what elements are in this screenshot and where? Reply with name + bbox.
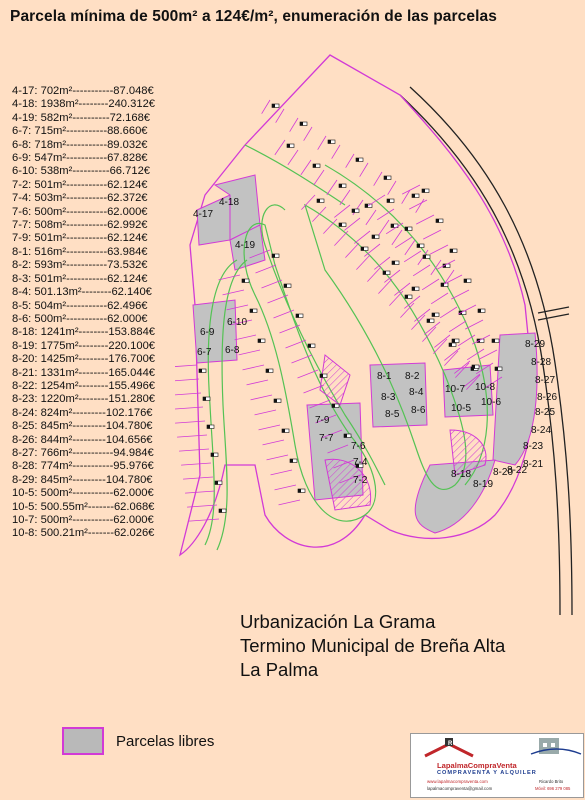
house-marker-icon — [412, 287, 415, 291]
map-parcel-label: 8-20 — [493, 467, 514, 478]
house-marker-icon — [258, 339, 261, 343]
house-marker-icon — [452, 339, 455, 343]
house-marker-icon — [211, 453, 214, 457]
map-parcel-label: 10-8 — [475, 382, 496, 393]
map-parcel-label: 8-23 — [523, 441, 544, 452]
parcel-list-item: 8-27: 766m²-----------94.984€ — [12, 446, 154, 459]
house-marker-icon — [427, 319, 430, 323]
map-parcel-label: 8-3 — [381, 392, 396, 403]
parcel-list-item: 8-22: 1254m²--------155.496€ — [12, 379, 156, 392]
map-parcel-label: 8-28 — [531, 357, 552, 368]
house-marker-icon — [339, 184, 342, 188]
map-parcel-label: 8-25 — [535, 407, 556, 418]
house-marker-icon — [391, 224, 394, 228]
location-island: La Palma — [240, 659, 319, 680]
highway-marker — [538, 314, 569, 320]
parcel-list-item: 7-2: 501m²-----------62.124€ — [12, 178, 148, 191]
logo-tagline: COMPRAVENTA Y ALQUILER — [437, 770, 537, 776]
parcel-list-item: 4-19: 582m²----------72.168€ — [12, 111, 151, 124]
house-marker-icon — [300, 122, 303, 126]
house-marker-icon — [352, 209, 355, 213]
house-marker-icon — [199, 369, 202, 373]
parcel-list-item: 7-4: 503m²-----------62.372€ — [12, 192, 148, 205]
location-urbanization: Urbanización La Grama — [240, 611, 436, 632]
house-marker-icon — [492, 339, 495, 343]
agency-logo-card — [410, 733, 584, 798]
house-marker-icon — [272, 104, 275, 108]
house-marker-icon — [392, 261, 395, 265]
parcel-divider — [262, 100, 270, 114]
house-marker-icon — [282, 429, 285, 433]
parcel-list-item: 10-8: 500.21m²-------62.026€ — [12, 527, 155, 540]
legend-label: Parcelas libres — [116, 732, 215, 750]
parcel-list-item: 8-18: 1241m²--------153.884€ — [12, 326, 156, 339]
legend — [62, 727, 214, 755]
house-marker-icon — [317, 199, 320, 203]
parcel-price-list — [12, 85, 155, 541]
house-marker-icon — [450, 249, 453, 253]
house-marker-icon — [308, 344, 311, 348]
house-marker-icon — [298, 489, 301, 493]
house-marker-icon — [274, 399, 277, 403]
map-parcel-label: 8-18 — [451, 469, 472, 480]
parcel-list-item: 8-25: 845m²---------104.780€ — [12, 420, 153, 433]
house-marker-icon — [290, 459, 293, 463]
house-marker-icon — [384, 176, 387, 180]
location-municipality: Termino Municipal de Breña Alta — [240, 635, 506, 656]
house-marker-icon — [422, 189, 425, 193]
parcel-divider — [175, 379, 199, 381]
legend-swatch-free-parcel — [62, 727, 104, 755]
house-marker-icon — [296, 314, 299, 318]
svg-text:R: R — [448, 741, 453, 747]
map-parcel-label: 7-4 — [353, 457, 368, 468]
parcel-list-item: 10-7: 500m²-----------62.000€ — [12, 514, 154, 526]
parcel-list-item: 4-18: 1938m²--------240.312€ — [12, 98, 156, 111]
map-parcel-label: 8-6 — [411, 405, 426, 416]
house-marker-icon — [405, 295, 408, 299]
parcel-list-item: 8-23: 1220m²--------151.280€ — [12, 393, 156, 406]
house-marker-icon — [203, 397, 206, 401]
logo-email[interactable]: lapalmacompraventa@gmail.com — [427, 786, 493, 791]
house-marker-icon — [339, 223, 342, 227]
house-marker-icon — [356, 158, 359, 162]
house-marker-icon — [464, 279, 467, 283]
house-marker-icon — [250, 309, 253, 313]
house-marker-icon — [284, 284, 287, 288]
house-marker-icon — [287, 144, 290, 148]
map-parcel-label: 7-9 — [315, 415, 330, 426]
parcel-list-item: 8-28: 774m²-----------95.976€ — [12, 460, 154, 473]
house-marker-icon — [365, 204, 368, 208]
location-block — [240, 610, 505, 682]
logo-contact-name: Ricardo Brito — [539, 779, 564, 784]
house-marker-icon — [432, 313, 435, 317]
parcel-list-item: 8-3: 501m²-----------62.124€ — [12, 272, 148, 285]
map-parcel-label: 7-2 — [353, 475, 368, 486]
highway-marker — [538, 307, 569, 313]
parcel-list-item: 8-19: 1775m²--------220.100€ — [12, 339, 156, 352]
house-marker-icon — [328, 140, 331, 144]
house-marker-icon — [372, 235, 375, 239]
map-parcel-label: 10-7 — [445, 384, 466, 395]
house-marker-icon — [313, 164, 316, 168]
house-marker-icon — [215, 481, 218, 485]
parcel-list-item: 10-5: 500m²-----------62.000€ — [12, 487, 154, 500]
map-parcel-label: 8-27 — [535, 375, 556, 386]
house-logo-icon — [411, 734, 583, 764]
map-parcel-label: 4-17 — [193, 209, 214, 220]
house-marker-icon — [272, 254, 275, 258]
house-marker-icon — [242, 279, 245, 283]
house-marker-icon — [344, 434, 347, 438]
parcel-list-item: 8-29: 845m²---------104.780€ — [12, 473, 153, 486]
house-marker-icon — [495, 367, 498, 371]
house-marker-icon — [207, 425, 210, 429]
map-parcel-label: 6-8 — [225, 345, 240, 356]
map-parcel-label: 10-5 — [451, 403, 472, 414]
map-parcel-label: 7-6 — [351, 441, 366, 452]
logo-phone: Móvil: 696 279 085 — [535, 786, 571, 791]
map-parcel-label: 8-21 — [523, 459, 544, 470]
parcel-list-item: 6-10: 538m²----------66.712€ — [12, 165, 151, 178]
parcel-list-item: 10-5: 500.55m²-------62.068€ — [12, 500, 155, 513]
logo-brand: LapalmaCompraVenta — [437, 761, 517, 770]
house-marker-icon — [405, 227, 408, 231]
parcel-list-item: 8-1: 516m²-----------63.984€ — [12, 245, 148, 258]
parcel-list-item: 7-9: 501m²-----------62.124€ — [12, 232, 148, 245]
parcel-list-item: 4-17: 702m²-----------87.048€ — [12, 85, 154, 97]
urbanization-map — [175, 45, 585, 615]
parcel-list-item: 8-6: 500m²-----------62.000€ — [12, 312, 148, 325]
house-marker-icon — [423, 255, 426, 259]
parcel-list-item: 6-8: 718m²-----------89.032€ — [12, 138, 148, 151]
house-marker-icon — [361, 247, 364, 251]
parcel-divider — [175, 365, 197, 367]
parcel-list-item: 6-7: 715m²-----------88.660€ — [12, 125, 148, 138]
map-parcel-label: 6-7 — [197, 347, 212, 358]
house-marker-icon — [449, 343, 452, 347]
parcel-list-item: 8-2: 593m²-----------73.532€ — [12, 259, 148, 272]
map-parcel-label: 8-19 — [473, 479, 494, 490]
map-parcel-label: 6-10 — [227, 317, 248, 328]
map-parcel-label: 8-1 — [377, 371, 392, 382]
map-parcel-label: 4-18 — [219, 197, 240, 208]
house-marker-icon — [266, 369, 269, 373]
house-marker-icon — [417, 244, 420, 248]
parcel-list-item: 8-4: 501.13m²--------62.140€ — [12, 286, 152, 299]
parcel-list-item: 8-20: 1425m²--------176.700€ — [12, 353, 156, 366]
logo-website[interactable]: www.lapalmacompraventa.com — [427, 779, 488, 784]
house-marker-icon — [412, 194, 415, 198]
parcel-list-item: 8-26: 844m²---------104.656€ — [12, 433, 153, 446]
map-parcel-label: 8-2 — [405, 371, 420, 382]
map-parcel-label: 8-29 — [525, 339, 546, 350]
parcel-list-item: 8-5: 504m²-----------62.496€ — [12, 299, 148, 312]
parcel-list-item: 8-24: 824m²---------102.176€ — [12, 406, 153, 419]
parcel-list-item: 7-6: 500m²-----------62.000€ — [12, 205, 148, 218]
map-parcel-label: 8-26 — [537, 392, 558, 403]
map-parcel-label: 8-4 — [409, 387, 424, 398]
map-parcel-label: 8-22 — [507, 465, 528, 476]
map-parcel-label: 8-24 — [531, 425, 552, 436]
page-title: Parcela mínima de 500m² a 124€/m², enumeración de las parcelas — [10, 8, 497, 25]
parcel-list-item: 8-21: 1331m²--------165.044€ — [12, 366, 156, 379]
map-parcel-label: 8-5 — [385, 409, 400, 420]
house-marker-icon — [383, 271, 386, 275]
house-marker-icon — [441, 283, 444, 287]
house-marker-icon — [387, 199, 390, 203]
house-marker-icon — [320, 374, 323, 378]
map-parcel-label: 6-9 — [200, 327, 215, 338]
house-marker-icon — [436, 219, 439, 223]
map-parcel-label: 7-7 — [319, 433, 334, 444]
parcel-list-item: 6-9: 547m²-----------67.828€ — [12, 152, 148, 165]
house-marker-icon — [332, 404, 335, 408]
house-marker-icon — [219, 509, 222, 513]
house-marker-icon — [472, 365, 475, 369]
parcel-list-item: 7-7: 508m²-----------62.992€ — [12, 219, 148, 232]
house-marker-icon — [478, 309, 481, 313]
map-parcel-label: 4-19 — [235, 240, 256, 251]
map-parcel-label: 10-6 — [481, 397, 502, 408]
